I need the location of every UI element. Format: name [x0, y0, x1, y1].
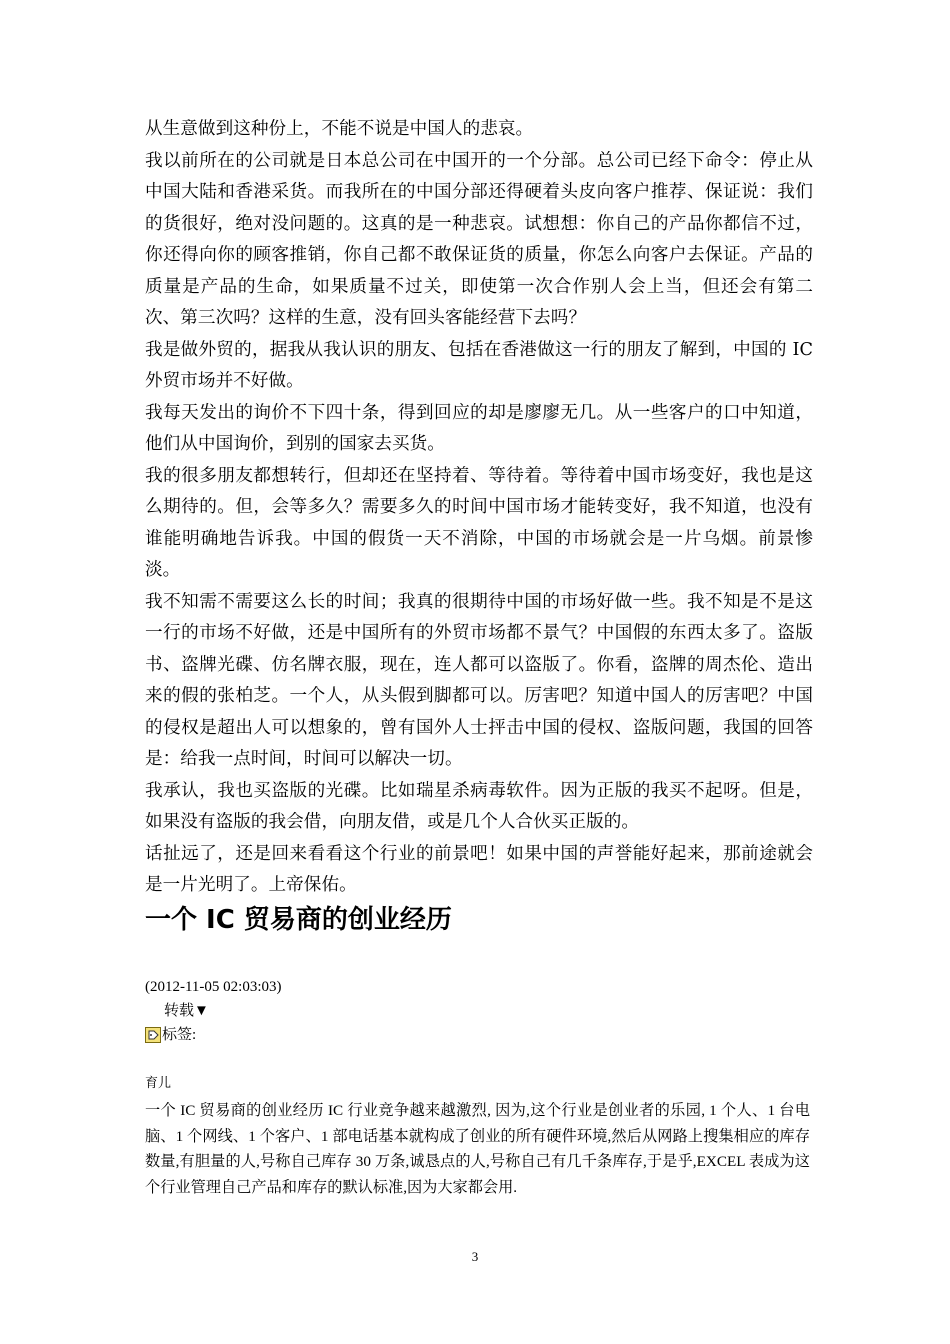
tag-icon: [145, 1027, 161, 1043]
paragraph: 话扯远了，还是回来看看这个行业的前景吧！如果中国的声誉能好起来，那前途就会是一片光明了。上帝保佑。: [145, 843, 813, 895]
paragraph: 我以前所在的公司就是日本总公司在中国开的一个分部。总公司已经下命令：停止从中国大陆和香港采货。而我所在的中国分部还得硬着头皮向客户推荐、保证说：我们的货很好，绝对没问题的。这真的是一种悲哀。试想想：你自己的产品你都信不过，你还得向你的顾客推销，你自己都不敢保证货的质量，你怎么向客户去保证。产品的质量是产品的生命，如果质量不过关，即使第一次合作别人会上当，但还会有第二次、第三次吗？这样的生意，没有回头客能经营下去吗？: [145, 150, 813, 328]
paragraph: 我的很多朋友都想转行，但却还在坚持着、等待着。等待着中国市场变好，我也是这么期待的。但，会等多久？需要多久的时间中国市场才能转变好，我不知道，也没有谁能明确地告诉我。中国的假货一天不消除，中国的市场就会是一片乌烟。前景惨淡。: [145, 465, 813, 580]
category-label: 育儿: [145, 1076, 172, 1091]
paragraph: 我不知需不需要这么长的时间；我真的很期待中国的市场好做一些。我不知是不是这一行的市场不好做，还是中国所有的外贸市场都不景气？中国假的东西太多了。盗版书、盗牌光碟、仿名牌衣服，现在，连人都可以盗版了。你看，盗牌的周杰伦、造出来的假的张柏芝。一个人，从头假到脚都可以。厉害吧？知道中国人的厉害吧？中国的侵权是超出人可以想象的，曾有国外人士抨击中国的侵权、盗版问题，我国的回答是：给我一点时间，时间可以解决一切。: [145, 591, 813, 769]
repost-button[interactable]: 转载▼: [164, 1003, 209, 1019]
paragraph: 从生意做到这种份上，不能不说是中国人的悲哀。: [145, 119, 534, 139]
paragraph: 我是做外贸的，据我从我认识的朋友、包括在香港做这一行的朋友了解到，中国的 IC 外贸市场并不好做。: [145, 339, 813, 391]
article-title: 一个 IC 贸易商的创业经历: [145, 905, 452, 935]
essay-text: [145, 114, 813, 902]
paragraph: 我承认，我也买盗版的光碟。比如瑞星杀病毒软件。因为正版的我买不起呀。但是，如果没有盗版的我会借，向朋友借，或是几个人合伙买正版的。: [145, 780, 813, 832]
paragraph: 我每天发出的询价不下四十条，得到回应的却是廖廖无几。从一些客户的口中知道，他们从中国询价，到别的国家去买货。: [145, 402, 813, 454]
tags-label: 标签:: [162, 1027, 197, 1043]
article-body: 一个 IC 贸易商的创业经历 IC 行业竞争越来越激烈, 因为,这个行业是创业者的乐园, 1 个人、1 台电脑、1 个网线、1 个客户、1 部电话基本就构成了创业的所有硬件环境,然后从网路上搜集相应的库存数量,有胆量的人,号称自己库存 30 万条,诚恳点的人,号称自己有几千条库存,于是乎,EXCEL 表成为这个行业管理自己产品和库存的默认标准,因为大家都会用.: [145, 1102, 810, 1196]
article-meta: [145, 975, 282, 1047]
article-datetime: (2012-11-05 02:03:03): [145, 979, 282, 995]
tags-row: [145, 1023, 282, 1047]
page-number: 3: [471, 1249, 479, 1264]
